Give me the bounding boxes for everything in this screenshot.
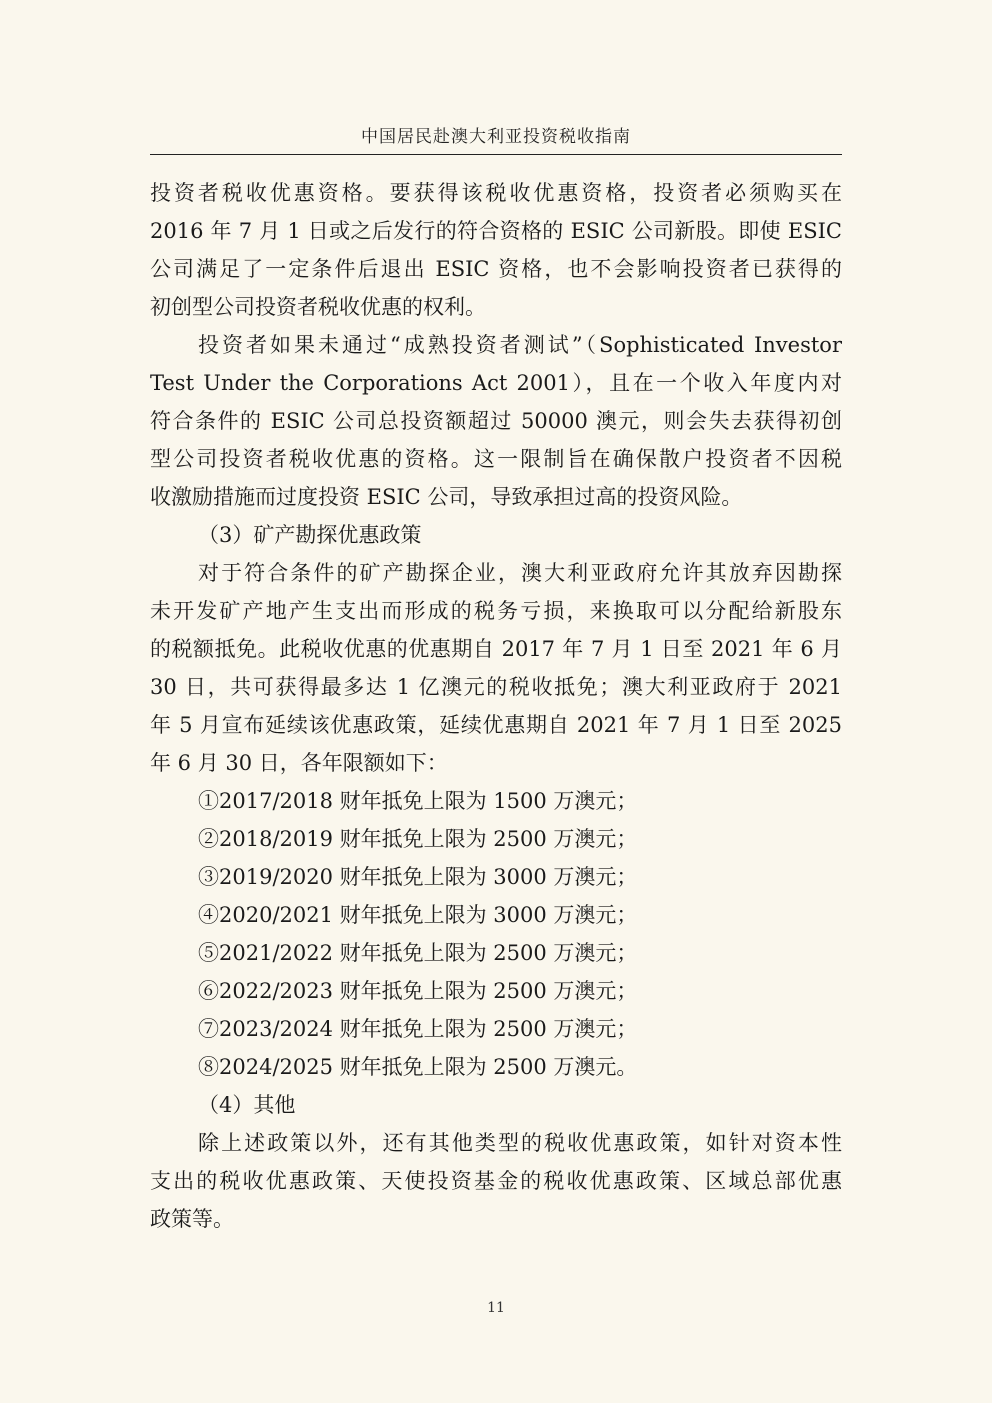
page-number: 11 [487, 1300, 505, 1316]
body-line: 30 日，共可获得最多达 1 亿澳元的税收抵免；澳大利亚政府于 2021 [150, 675, 842, 699]
body-line: 符合条件的 ESIC 公司总投资额超过 50000 澳元，则会失去获得初创 [150, 409, 842, 433]
body-line: 年 6 月 30 日，各年限额如下： [150, 751, 448, 775]
document-body [150, 174, 842, 1238]
list-item: ①2017/2018 财年抵免上限为 1500 万澳元； [198, 789, 638, 813]
running-header: 中国居民赴澳大利亚投资税收指南 [361, 127, 631, 147]
header-rule [150, 154, 842, 155]
body-line: 初创型公司投资者税收优惠的权利。 [150, 295, 486, 319]
body-line: 未开发矿产地产生支出而形成的税务亏损，来换取可以分配给新股东 [150, 599, 842, 623]
body-line: Test Under the Corporations Act 2001），且在一个收入年度内对 [150, 371, 842, 395]
body-line: 公司满足了一定条件后退出 ESIC 资格，也不会影响投资者已获得的 [150, 257, 842, 281]
section-heading: （3）矿产勘探优惠政策 [198, 523, 422, 547]
list-item: ⑧2024/2025 财年抵免上限为 2500 万澳元。 [198, 1055, 638, 1079]
body-line: 政策等。 [150, 1207, 234, 1231]
list-item: ⑦2023/2024 财年抵免上限为 2500 万澳元； [198, 1017, 638, 1041]
body-line: 除上述政策以外，还有其他类型的税收优惠政策，如针对资本性 [198, 1131, 842, 1155]
body-line: 对于符合条件的矿产勘探企业，澳大利亚政府允许其放弃因勘探 [198, 561, 842, 585]
section-heading: （4）其他 [198, 1093, 296, 1117]
list-item: ②2018/2019 财年抵免上限为 2500 万澳元； [198, 827, 638, 851]
body-line: 2016 年 7 月 1 日或之后发行的符合资格的 ESIC 公司新股。即使 ESIC [150, 219, 842, 243]
list-item: ⑤2021/2022 财年抵免上限为 2500 万澳元； [198, 941, 638, 965]
list-item: ④2020/2021 财年抵免上限为 3000 万澳元； [198, 903, 638, 927]
body-line: 收激励措施而过度投资 ESIC 公司，导致承担过高的投资风险。 [150, 485, 743, 509]
body-line: 支出的税收优惠政策、天使投资基金的税收优惠政策、区域总部优惠 [150, 1169, 842, 1193]
list-item: ③2019/2020 财年抵免上限为 3000 万澳元； [198, 865, 638, 889]
list-item: ⑥2022/2023 财年抵免上限为 2500 万澳元； [198, 979, 638, 1003]
body-line: 的税额抵免。此税收优惠的优惠期自 2017 年 7 月 1 日至 2021 年 6 月 [150, 637, 842, 661]
body-line: 投资者税收优惠资格。要获得该税收优惠资格，投资者必须购买在 [150, 181, 842, 205]
body-line: 年 5 月宣布延续该优惠政策，延续优惠期自 2021 年 7 月 1 日至 2025 [150, 713, 842, 737]
body-line: 型公司投资者税收优惠的资格。这一限制旨在确保散户投资者不因税 [150, 447, 842, 471]
body-line: 投资者如果未通过“成熟投资者测试”（Sophisticated Investor [198, 333, 842, 357]
